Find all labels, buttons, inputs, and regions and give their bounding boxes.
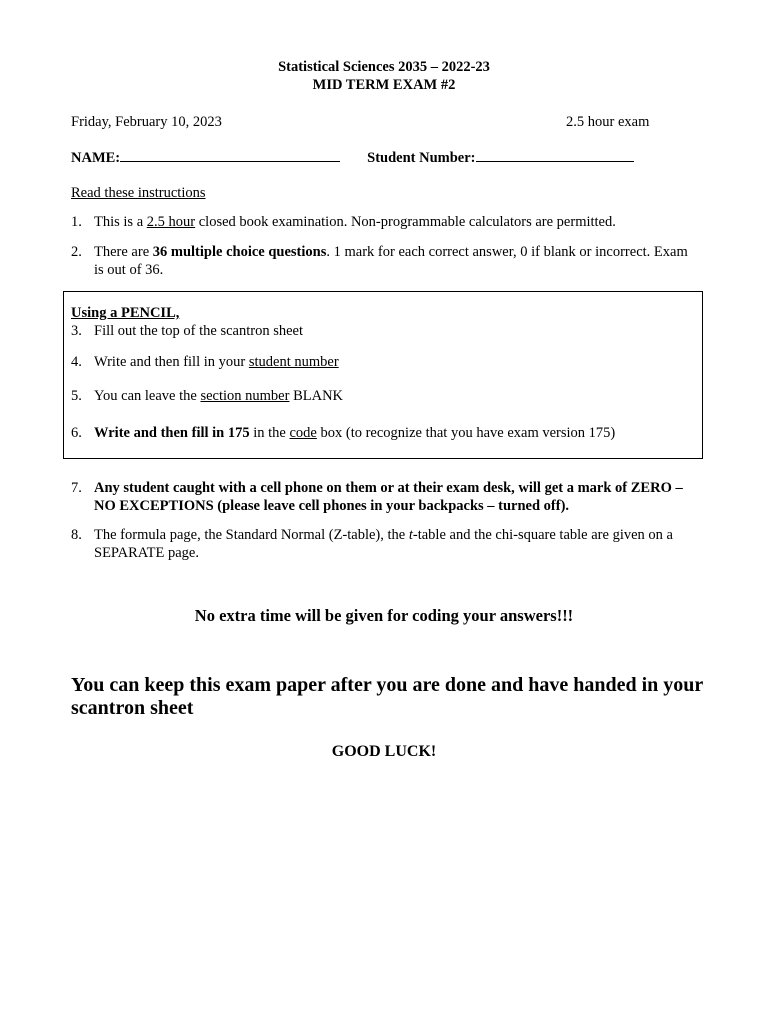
item-text: -table and the chi-square table are given on a SEPARATE page. bbox=[94, 527, 673, 561]
item-number: 6. bbox=[71, 425, 82, 441]
good-luck-message: GOOD LUCK! bbox=[331, 743, 437, 760]
no-extra-time-notice: No extra time will be given for coding your answers!!! bbox=[194, 606, 574, 625]
item-text: You can leave the bbox=[94, 388, 201, 404]
item-text: This is a bbox=[94, 214, 147, 230]
student-number-blank-line bbox=[476, 147, 634, 162]
exam-title: MID TERM EXAM #2 bbox=[312, 77, 456, 93]
keep-paper-notice: You can keep this exam paper after you are done and have handed in your scantron sheet bbox=[71, 674, 703, 719]
instructions-heading: Read these instructions bbox=[71, 185, 206, 201]
item-text: box (to recognize that you have exam version 175) bbox=[316, 425, 616, 441]
exam-info-line bbox=[71, 113, 653, 131]
item-text: BLANK bbox=[289, 388, 344, 404]
instruction-item-3 bbox=[71, 322, 701, 340]
instruction-item-5 bbox=[71, 387, 701, 405]
instruction-item-4 bbox=[71, 353, 701, 371]
exam-duration: 2.5 hour exam bbox=[566, 114, 650, 130]
item-number: 2. bbox=[71, 244, 82, 260]
name-blank-line bbox=[120, 147, 340, 162]
exam-date: Friday, February 10, 2023 bbox=[71, 114, 222, 130]
item-underlined-text: code bbox=[289, 425, 317, 441]
item-number: 3. bbox=[71, 323, 82, 339]
item-number: 7. bbox=[71, 480, 82, 496]
item-number: 5. bbox=[71, 388, 82, 404]
item-underlined-text: student number bbox=[248, 354, 339, 370]
item-text: closed book examination. Non-programmable calculators are permitted. bbox=[195, 214, 616, 230]
item-number: 4. bbox=[71, 354, 82, 370]
item-text: Fill out the top of the scantron sheet bbox=[94, 323, 304, 339]
instruction-item-2 bbox=[71, 243, 701, 279]
instruction-item-8 bbox=[71, 526, 701, 562]
item-bold-text: Any student caught with a cell phone on them or at their exam desk, will get a mark of ZERO – NO EXCEPTIONS (please leave cell phones in your backpacks – turned off). bbox=[94, 480, 683, 514]
student-number-label: Student Number: bbox=[367, 150, 476, 166]
item-text: The formula page, the Standard Normal (Z-table), the bbox=[94, 527, 409, 543]
instruction-item-6 bbox=[71, 424, 701, 442]
item-underlined-text: 2.5 hour bbox=[146, 214, 196, 230]
instruction-item-1 bbox=[71, 213, 701, 231]
exam-title-block bbox=[0, 58, 768, 94]
name-label: NAME: bbox=[71, 150, 121, 166]
item-italic-text: t bbox=[408, 527, 413, 543]
item-number: 1. bbox=[71, 214, 82, 230]
item-text: in the bbox=[249, 425, 290, 441]
item-bold-text: 36 multiple choice questions bbox=[152, 244, 327, 260]
item-underlined-text: section number bbox=[200, 388, 290, 404]
item-text: Write and then fill in your bbox=[94, 354, 249, 370]
student-fields bbox=[71, 147, 634, 167]
item-text: . 1 mark for each correct answer, 0 if blank or incorrect. Exam is out of 36. bbox=[94, 244, 688, 278]
pencil-heading: Using a PENCIL, bbox=[71, 305, 180, 321]
item-bold-text: Write and then fill in 175 bbox=[94, 425, 250, 441]
item-text: There are bbox=[94, 244, 153, 260]
instruction-item-7 bbox=[71, 479, 701, 515]
item-number: 8. bbox=[71, 527, 82, 543]
course-title: Statistical Sciences 2035 – 2022-23 bbox=[278, 59, 490, 75]
